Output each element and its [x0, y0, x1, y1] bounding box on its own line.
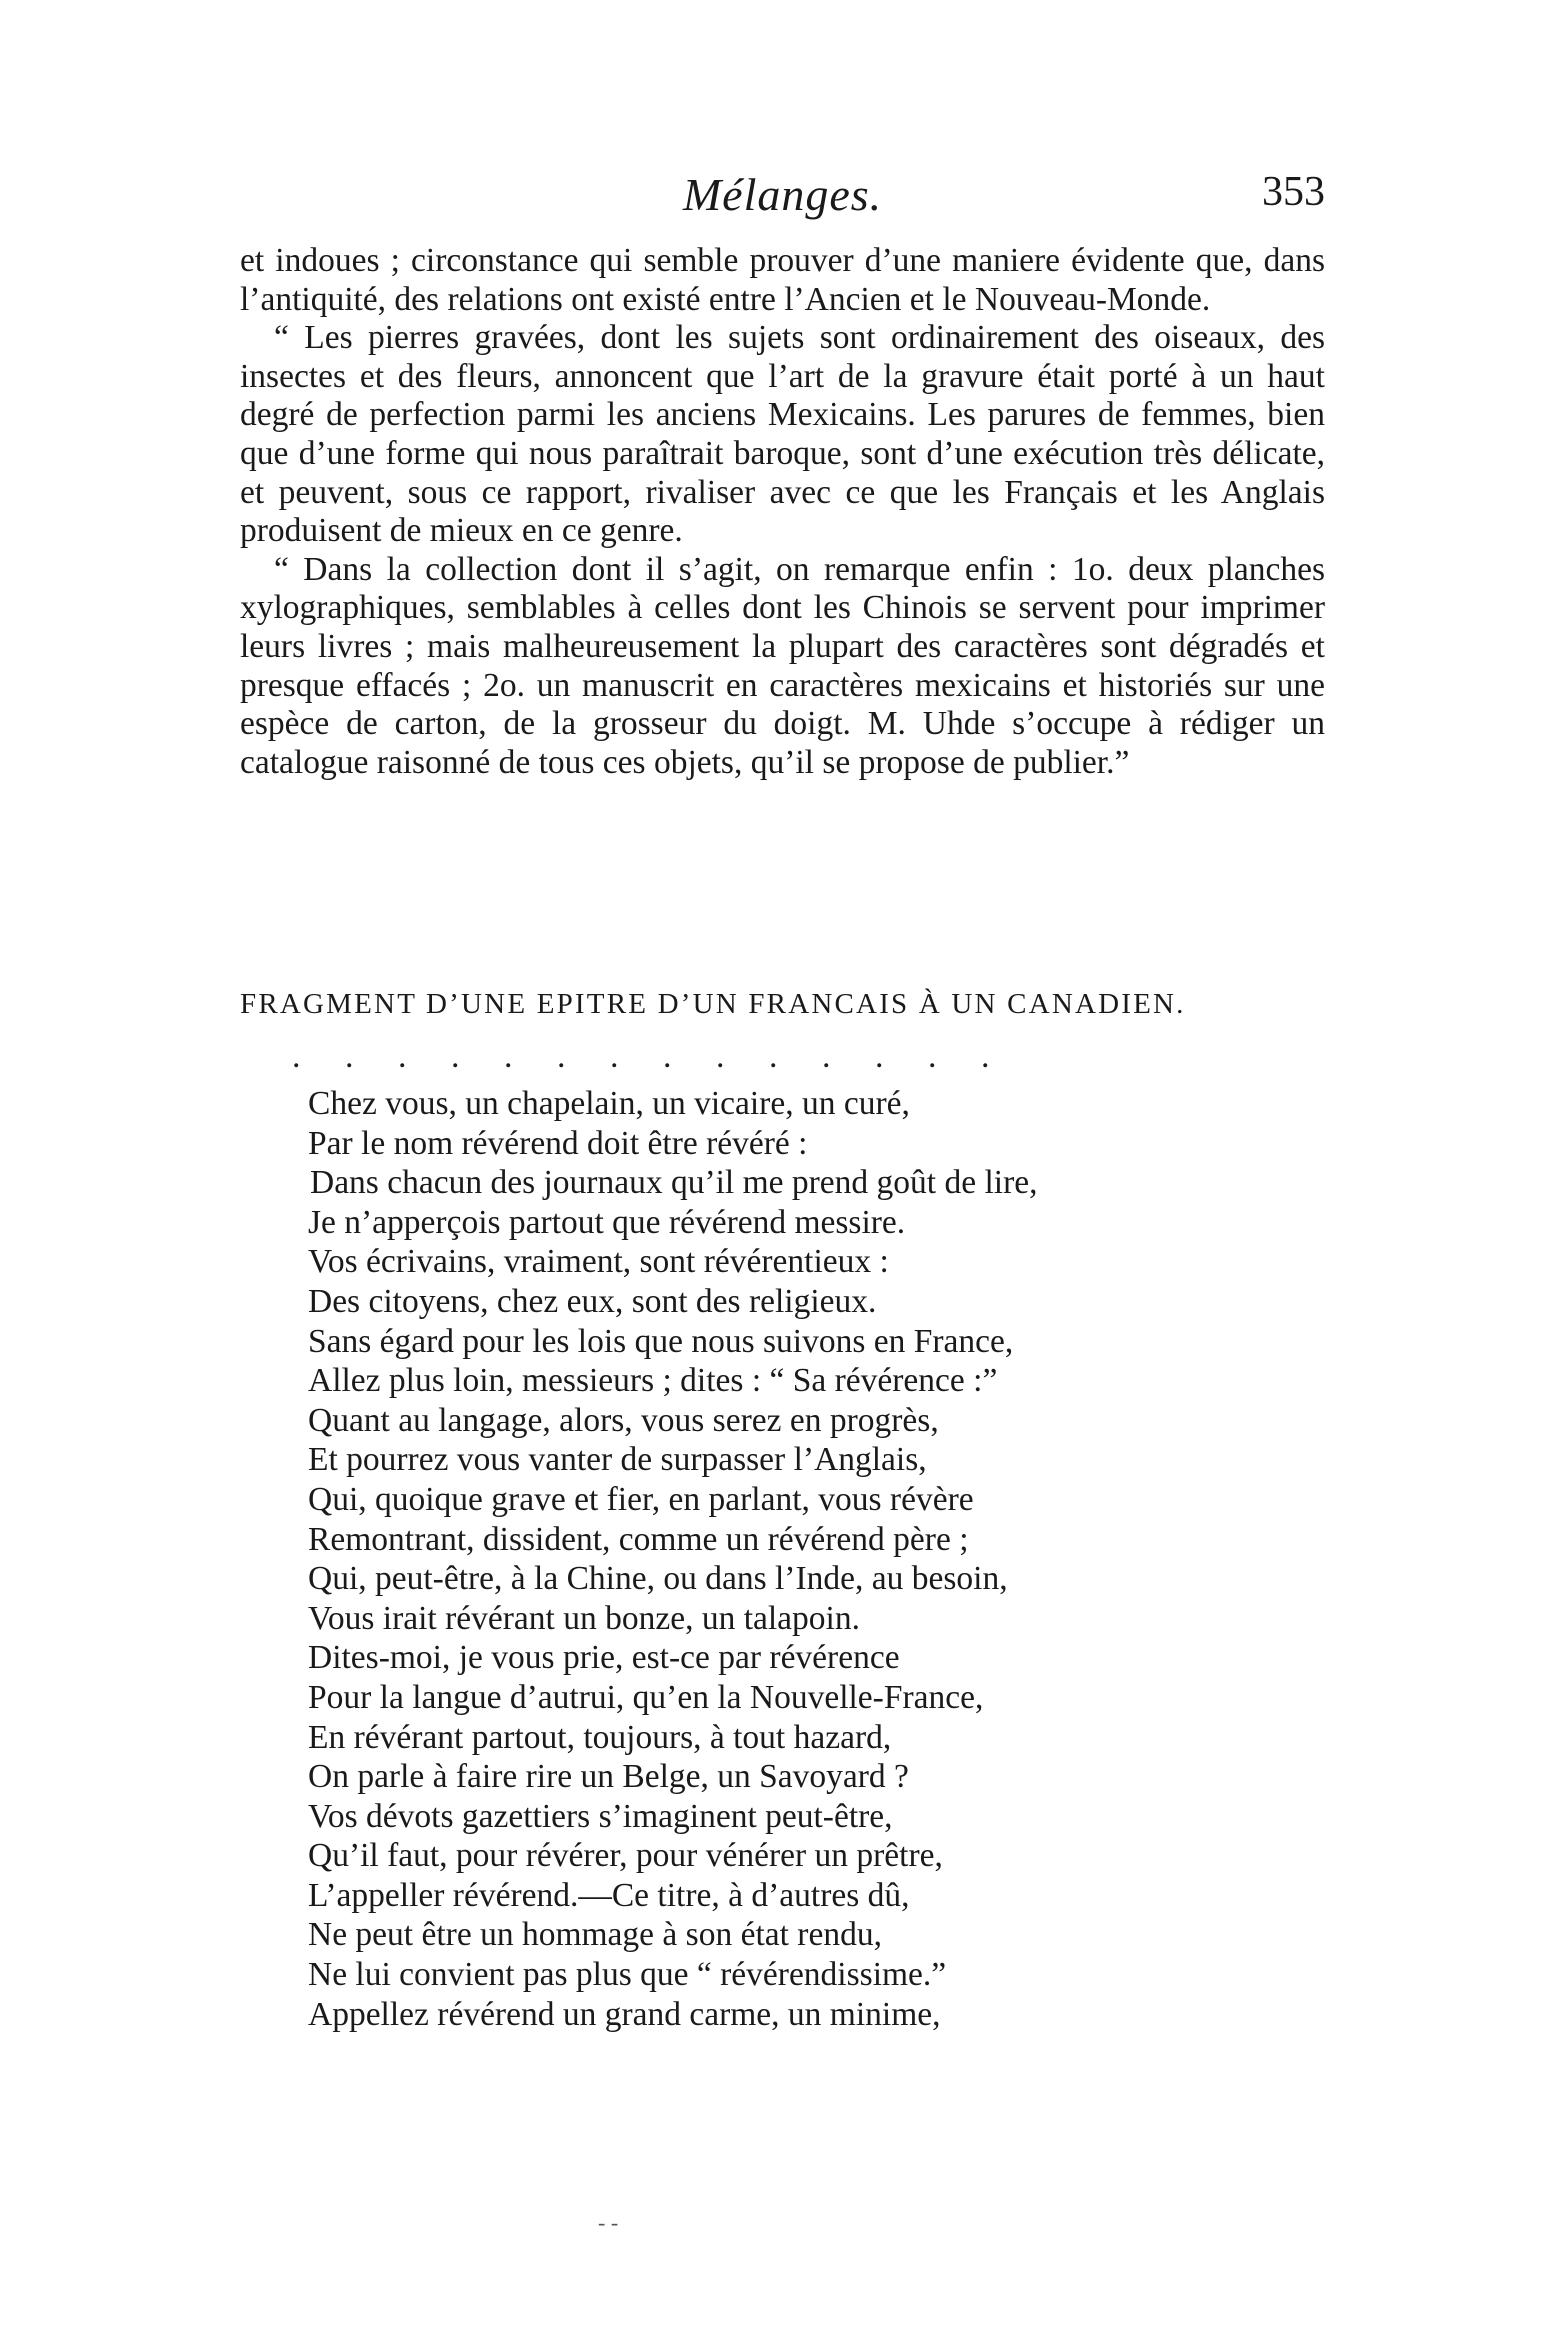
verse-line: Dites-moi, je vous prie, est-ce par révérence: [308, 1639, 900, 1677]
ellipsis-row: . . . . . . . . . . . . . .: [292, 1038, 990, 1075]
verse-line: Par le nom révérend doit être révéré :: [308, 1124, 808, 1162]
verse-line: En révérant partout, toujours, à tout hazard,: [308, 1718, 892, 1756]
verse-line: Qu’il faut, pour révérer, pour vénérer un prêtre,: [308, 1837, 943, 1875]
verse-line: Je n’apperçois partout que révérend messire.: [308, 1203, 906, 1241]
paragraph: et indoues ; circonstance qui semble prouver d’une maniere évidente que, dans l’antiquité, des relations ont existé entre l’Ancien et le Nouveau-Monde.: [240, 242, 1325, 318]
verse-line: Et pourrez vous vanter de surpasser l’Anglais,: [308, 1441, 927, 1479]
verse-line: Vous irait révérant un bonze, un talapoin.: [308, 1599, 860, 1637]
page-header: [240, 168, 1325, 228]
page-number: 353: [1262, 169, 1325, 215]
verse-line: Des citoyens, chez eux, sont des religieux.: [308, 1282, 877, 1320]
verse-line: Quant au langage, alors, vous serez en progrès,: [308, 1401, 939, 1439]
verse-line: Ne lui convient pas plus que “ révérendissime.”: [308, 1956, 947, 1994]
verse-line: Appellez révérend un grand carme, un minime,: [308, 1995, 941, 2033]
paragraph: “ Dans la collection dont il s’agit, on remarque enfin : 1o. deux planches xylographiques, semblables à celles dont les Chinois se servent pour imprimer leurs livres ; mais malheureusement la plupart des caractères sont dégradés et presque effacés ; 2o. un manuscrit en caractères mexicains et historiés sur une espèce de carton, de la grosseur du doigt. M. Uhde s’occupe à rédiger un catalogue raisonné de tous ces objets, qu’il se propose de publier.”: [240, 550, 1325, 781]
running-title: Mélanges.: [682, 169, 883, 220]
verse-line: Vos écrivains, vraiment, sont révérentieux :: [308, 1243, 889, 1281]
verse-line: Vos dévots gazettiers s’imaginent peut-être,: [308, 1797, 893, 1835]
paragraph: “ Les pierres gravées, dont les sujets sont ordinairement des oiseaux, des insectes et des fleurs, annoncent que l’art de la gravure était porté à un haut degré de perfection parmi les anciens Mexicains. Les parures de femmes, bien que d’une forme qui nous paraîtrait baroque, sont d’une exécution très délicate, et peuvent, sous ce rapport, rivaliser avec ce que les Français et les Anglais produisent de mieux en ce genre.: [240, 319, 1325, 550]
verse-line: Pour la langue d’autrui, qu’en la Nouvelle-France,: [308, 1678, 984, 1716]
verse-line: Sans égard pour les lois que nous suivons en France,: [308, 1322, 1014, 1360]
section-heading: FRAGMENT D’UNE EPITRE D’UN FRANCAIS À UN CANADIEN.: [240, 988, 1186, 1020]
verse-line: Dans chacun des journaux qu’il me prend goût de lire,: [310, 1164, 1038, 1202]
verse-line: Chez vous, un chapelain, un vicaire, un curé,: [308, 1085, 910, 1122]
verse-line: Qui, quoique grave et fier, en parlant, vous révère: [308, 1480, 974, 1518]
footer-mark: - -: [598, 2210, 619, 2235]
verse-line: Allez plus loin, messieurs ; dites : “ Sa révérence :”: [308, 1362, 998, 1400]
verse-line: L’appeller révérend.—Ce titre, à d’autres dû,: [308, 1876, 910, 1914]
verse-line: Remontrant, dissident, comme un révérend père ;: [308, 1520, 969, 1558]
verse-line: Qui, peut-être, à la Chine, ou dans l’Inde, au besoin,: [308, 1560, 1008, 1598]
prose-body: [240, 242, 1325, 782]
verse-line: Ne peut être un hommage à son état rendu,: [308, 1916, 882, 1954]
verse-block: [308, 1084, 1208, 2034]
verse-line: On parle à faire rire un Belge, un Savoyard ?: [308, 1758, 909, 1796]
